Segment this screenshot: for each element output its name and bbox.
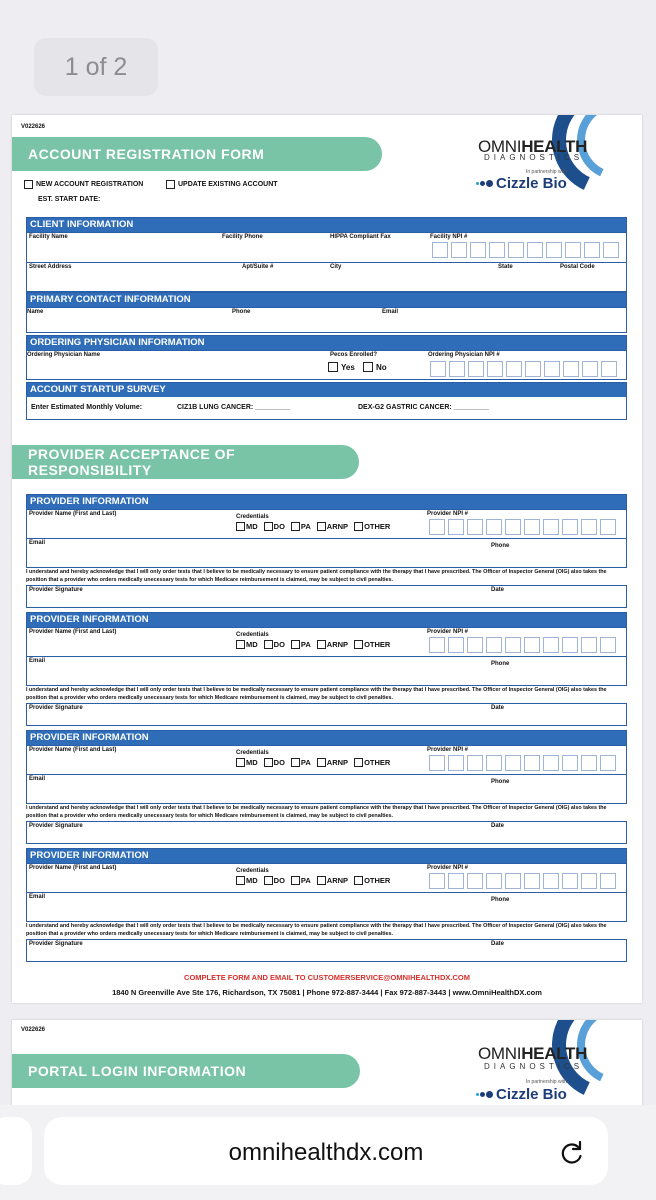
cred-md-option (236, 522, 258, 531)
npi-digit-box[interactable] (429, 755, 445, 771)
apt-suite-field[interactable]: Apt/Suite # (242, 264, 274, 270)
npi-digit-box[interactable] (524, 755, 540, 771)
gastric-cancer-field[interactable]: DEX-G2 GASTRIC CANCER: _________ (358, 404, 489, 411)
cizzle-dots-icon (476, 1091, 493, 1098)
provider-email-field[interactable]: Email (29, 776, 46, 782)
cred-arnp-option (317, 640, 348, 649)
est-start-date[interactable]: EST. START DATE: (38, 196, 101, 203)
provider-phone-field[interactable]: Phone (491, 779, 510, 785)
cred-other-option (354, 640, 390, 649)
credential-label: DO (273, 640, 285, 649)
cred-do-option (264, 876, 285, 885)
provider-signature-box[interactable] (26, 939, 627, 962)
credential-checkbox[interactable] (354, 640, 363, 649)
credentials-label: Credentials (236, 632, 269, 638)
signature-date-label: Date (491, 823, 505, 829)
doc-id: V022626 (21, 124, 46, 130)
contact-name-field[interactable]: Name (27, 309, 44, 315)
physician-npi-boxes[interactable] (430, 361, 617, 377)
npi-digit-box[interactable] (543, 755, 559, 771)
credential-label: ARNP (326, 640, 349, 649)
npi-digit-box[interactable] (562, 519, 578, 535)
cizzle-dots-icon (476, 180, 493, 187)
provider-npi-boxes[interactable] (429, 519, 616, 535)
credential-label: MD (246, 758, 258, 767)
credential-label: MD (246, 640, 258, 649)
browser-bottom-bar (0, 1105, 656, 1200)
credentials-label: Credentials (236, 750, 269, 756)
acknowledgement-text: I understand and hereby acknowledge that I will only order tests that I believe to be medically necessary to ensure patient compliance with the therapy that I have prescribed. The Officer of Inspector General (OIG) also takes the position that a provider who orders medically unecessary tests for which Medicare reimbursement is claimed, may be subject to civil penalties. (26, 687, 607, 701)
cred-md-option (236, 640, 258, 649)
provider-npi-label: Provider NPI # (427, 747, 469, 753)
section-header: CLIENT INFORMATION (27, 218, 626, 232)
npi-digit-box[interactable] (600, 873, 616, 889)
npi-digit-box[interactable] (600, 637, 616, 653)
url-text[interactable]: omnihealthdx.com (228, 1139, 424, 1166)
credentials-options[interactable] (236, 640, 390, 649)
facility-name-field[interactable]: Facility Name (29, 234, 68, 240)
tab-switcher-button[interactable] (0, 1117, 32, 1185)
footer-email-instruction: COMPLETE FORM AND EMAIL TO CUSTOMERSERVICE@OMNIHEALTHDX.COM (184, 973, 470, 982)
omnihealth-logo: OMNIHEALTH DIAGNOSTICS In partnership with Cizzle Bio (492, 115, 642, 205)
provider-signature-label: Provider Signature (29, 941, 83, 947)
npi-digit-box[interactable] (429, 637, 445, 653)
npi-digit-box[interactable] (448, 519, 464, 535)
npi-digit-box[interactable] (429, 519, 445, 535)
provider-name-field[interactable]: Provider Name (First and Last) (29, 511, 117, 517)
credential-label: MD (246, 522, 258, 531)
signature-date-label: Date (491, 941, 505, 947)
cred-other-option (354, 758, 390, 767)
physician-npi-label: Ordering Physician NPI # (428, 352, 500, 358)
npi-digit-box[interactable] (467, 637, 483, 653)
cred-pa-option (291, 876, 311, 885)
pecos-no-option[interactable]: No (363, 362, 387, 372)
volume-label: Enter Estimated Monthly Volume: (31, 404, 143, 411)
contact-email-field[interactable]: Email (382, 309, 399, 315)
pecos-yes-option[interactable]: Yes (328, 362, 355, 372)
credential-label: DO (273, 758, 285, 767)
npi-digit-box[interactable] (486, 637, 502, 653)
cred-pa-option (291, 522, 311, 531)
section-header: ACCOUNT STARTUP SURVEY (27, 383, 626, 397)
provider-email-field[interactable]: Email (29, 540, 46, 546)
provider-signature-box[interactable] (26, 585, 627, 608)
footer-address: 1840 N Greenville Ave Ste 176, Richardson, TX 75081 | Phone 972-887-3444 | Fax 972-887-3443 | www.OmniHealthDX.com (112, 988, 542, 997)
provider-name-field[interactable]: Provider Name (First and Last) (29, 747, 117, 753)
section-header: PROVIDER INFORMATION (27, 613, 626, 627)
credential-label: MD (246, 876, 258, 885)
credential-label: ARNP (326, 876, 349, 885)
update-account-option[interactable]: UPDATE EXISTING ACCOUNT (166, 180, 278, 189)
provider-npi-boxes[interactable] (429, 637, 616, 653)
credential-checkbox[interactable] (264, 522, 273, 531)
provider-name-field[interactable]: Provider Name (First and Last) (29, 629, 117, 635)
credentials-label: Credentials (236, 514, 269, 520)
acknowledgement-text: I understand and hereby acknowledge that I will only order tests that I believe to be medically necessary to ensure patient compliance with the therapy that I have prescribed. The Officer of Inspector General (OIG) also takes the position that a provider who orders medically unecessary tests for which Medicare reimbursement is claimed, may be subject to civil penalties. (26, 923, 607, 937)
provider-email-field[interactable]: Email (29, 894, 46, 900)
credential-checkbox[interactable] (264, 640, 273, 649)
facility-phone-field[interactable]: Facility Phone (222, 234, 263, 240)
provider-signature-box[interactable] (26, 703, 627, 726)
npi-digit-box[interactable] (505, 519, 521, 535)
form-title: ACCOUNT REGISTRATION FORM (12, 137, 382, 171)
startup-survey-section (26, 382, 627, 420)
npi-digit-box[interactable] (543, 519, 559, 535)
npi-digit-box[interactable] (543, 873, 559, 889)
hippa-fax-field[interactable]: HIPPA Compliant Fax (330, 234, 391, 240)
credential-checkbox[interactable] (264, 876, 273, 885)
cred-md-option (236, 758, 258, 767)
acknowledgement-text: I understand and hereby acknowledge that I will only order tests that I believe to be medically necessary to ensure patient compliance with the therapy that I have prescribed. The Officer of Inspector General (OIG) also takes the position that a provider who orders medically unecessary tests for which Medicare reimbursement is claimed, may be subject to civil penalties. (26, 569, 607, 583)
npi-digit-box[interactable] (505, 873, 521, 889)
credentials-label: Credentials (236, 868, 269, 874)
form-page-1 (12, 115, 642, 1003)
credential-checkbox[interactable] (291, 640, 300, 649)
cred-other-option (354, 876, 390, 885)
lung-cancer-field[interactable]: CIZ1B LUNG CANCER: _________ (177, 404, 291, 411)
cred-md-option (236, 876, 258, 885)
provider-npi-label: Provider NPI # (427, 511, 469, 517)
provider-information-3 (26, 730, 627, 804)
credential-checkbox[interactable] (291, 876, 300, 885)
cred-do-option (264, 522, 285, 531)
credential-checkbox[interactable] (291, 522, 300, 531)
credential-checkbox[interactable] (264, 758, 273, 767)
credential-checkbox[interactable] (317, 758, 326, 767)
npi-digit-box[interactable] (581, 519, 597, 535)
provider-phone-field[interactable]: Phone (491, 543, 510, 549)
cred-arnp-option (317, 876, 348, 885)
npi-digit-box[interactable] (448, 637, 464, 653)
npi-digit-box[interactable] (524, 519, 540, 535)
credential-checkbox[interactable] (354, 758, 363, 767)
npi-digit-box[interactable] (486, 755, 502, 771)
credential-label: PA (300, 758, 311, 767)
street-address-field[interactable]: Street Address (29, 264, 72, 270)
provider-phone-field[interactable]: Phone (491, 897, 510, 903)
primary-contact-section (26, 292, 627, 333)
npi-digit-box[interactable] (600, 755, 616, 771)
cred-arnp-option (317, 522, 348, 531)
credential-label: ARNP (326, 758, 349, 767)
portal-login-title: PORTAL LOGIN INFORMATION (12, 1054, 360, 1088)
cred-do-option (264, 758, 285, 767)
npi-digit-box[interactable] (467, 873, 483, 889)
credential-checkbox[interactable] (236, 522, 245, 531)
npi-digit-box[interactable] (543, 637, 559, 653)
credential-label: DO (273, 876, 285, 885)
section-header: ORDERING PHYSICIAN INFORMATION (27, 336, 626, 350)
contact-phone-field[interactable]: Phone (232, 309, 251, 315)
section-header: PROVIDER INFORMATION (27, 731, 626, 745)
npi-digit-box[interactable] (505, 637, 521, 653)
acknowledgement-text: I understand and hereby acknowledge that I will only order tests that I believe to be medically necessary to ensure patient compliance with the therapy that I have prescribed. The Officer of Inspector General (OIG) also takes the position that a provider who orders medically unecessary tests for which Medicare reimbursement is claimed, may be subject to civil penalties. (26, 805, 607, 819)
update-account-checkbox[interactable] (166, 180, 175, 189)
credential-label: OTHER (364, 640, 391, 649)
npi-digit-box[interactable] (581, 755, 597, 771)
provider-npi-boxes[interactable] (429, 755, 616, 771)
address-bar[interactable] (44, 1117, 608, 1185)
npi-digit-box[interactable] (505, 755, 521, 771)
reload-icon[interactable] (558, 1139, 586, 1167)
credential-checkbox[interactable] (291, 758, 300, 767)
npi-digit-box[interactable] (448, 755, 464, 771)
cred-pa-option (291, 758, 311, 767)
provider-npi-label: Provider NPI # (427, 629, 469, 635)
cred-other-option (354, 522, 390, 531)
credential-checkbox[interactable] (317, 876, 326, 885)
provider-information-2 (26, 612, 627, 686)
credential-checkbox[interactable] (236, 640, 245, 649)
npi-digit-box[interactable] (448, 873, 464, 889)
provider-signature-box[interactable] (26, 821, 627, 844)
provider-signature-label: Provider Signature (29, 587, 83, 593)
credential-label: OTHER (364, 876, 391, 885)
credentials-options[interactable] (236, 876, 390, 885)
npi-digit-box[interactable] (524, 637, 540, 653)
credential-checkbox[interactable] (354, 876, 363, 885)
section-header: PROVIDER INFORMATION (27, 849, 626, 863)
facility-npi-boxes[interactable] (432, 242, 619, 258)
npi-digit-box[interactable] (600, 519, 616, 535)
npi-digit-box[interactable] (562, 637, 578, 653)
credential-label: ARNP (326, 522, 349, 531)
provider-information-4 (26, 848, 627, 922)
section-header: PROVIDER INFORMATION (27, 495, 626, 509)
npi-digit-box[interactable] (524, 873, 540, 889)
provider-email-field[interactable]: Email (29, 658, 46, 664)
provider-phone-field[interactable]: Phone (491, 661, 510, 667)
postal-code-field[interactable]: Postal Code (560, 264, 595, 270)
cred-pa-option (291, 640, 311, 649)
credentials-options[interactable] (236, 522, 390, 531)
credential-label: DO (273, 522, 285, 531)
ordering-physician-field[interactable]: Ordering Physician Name (27, 352, 101, 358)
cred-do-option (264, 640, 285, 649)
state-field[interactable]: State (498, 264, 513, 270)
npi-digit-box[interactable] (429, 873, 445, 889)
provider-acceptance-title: PROVIDER ACCEPTANCE OF RESPONSIBILITY (12, 445, 359, 479)
page-counter: 1 of 2 (34, 38, 158, 96)
credential-label: OTHER (364, 758, 391, 767)
credential-checkbox[interactable] (317, 522, 326, 531)
npi-digit-box[interactable] (562, 755, 578, 771)
npi-digit-box[interactable] (581, 873, 597, 889)
provider-npi-boxes[interactable] (429, 873, 616, 889)
credential-label: OTHER (364, 522, 391, 531)
provider-information-1 (26, 494, 627, 568)
npi-digit-box[interactable] (486, 873, 502, 889)
pecos-label: Pecos Enrolled? (330, 352, 378, 358)
provider-signature-label: Provider Signature (29, 705, 83, 711)
facility-npi-label: Facility NPI # (430, 234, 468, 240)
section-header: PRIMARY CONTACT INFORMATION (27, 293, 626, 307)
ordering-physician-section (26, 335, 627, 380)
credential-label: PA (300, 876, 311, 885)
signature-date-label: Date (491, 587, 505, 593)
new-account-checkbox[interactable] (24, 180, 33, 189)
credential-label: PA (300, 522, 311, 531)
npi-digit-box[interactable] (581, 637, 597, 653)
npi-digit-box[interactable] (562, 873, 578, 889)
provider-name-field[interactable]: Provider Name (First and Last) (29, 865, 117, 871)
credential-checkbox[interactable] (354, 522, 363, 531)
credentials-options[interactable] (236, 758, 390, 767)
npi-digit-box[interactable] (486, 519, 502, 535)
city-field[interactable]: City (330, 264, 342, 270)
npi-digit-box[interactable] (467, 755, 483, 771)
credential-checkbox[interactable] (236, 758, 245, 767)
new-account-option[interactable]: NEW ACCOUNT REGISTRATION (24, 180, 143, 189)
cred-arnp-option (317, 758, 348, 767)
omnihealth-logo: OMNIHEALTH DIAGNOSTICS In partnership with Cizzle Bio (492, 1020, 642, 1110)
credential-checkbox[interactable] (236, 876, 245, 885)
client-information-section (26, 217, 627, 292)
npi-digit-box[interactable] (467, 519, 483, 535)
doc-id: V022626 (21, 1027, 46, 1033)
credential-label: PA (300, 640, 311, 649)
provider-signature-label: Provider Signature (29, 823, 83, 829)
credential-checkbox[interactable] (317, 640, 326, 649)
provider-npi-label: Provider NPI # (427, 865, 469, 871)
signature-date-label: Date (491, 705, 505, 711)
